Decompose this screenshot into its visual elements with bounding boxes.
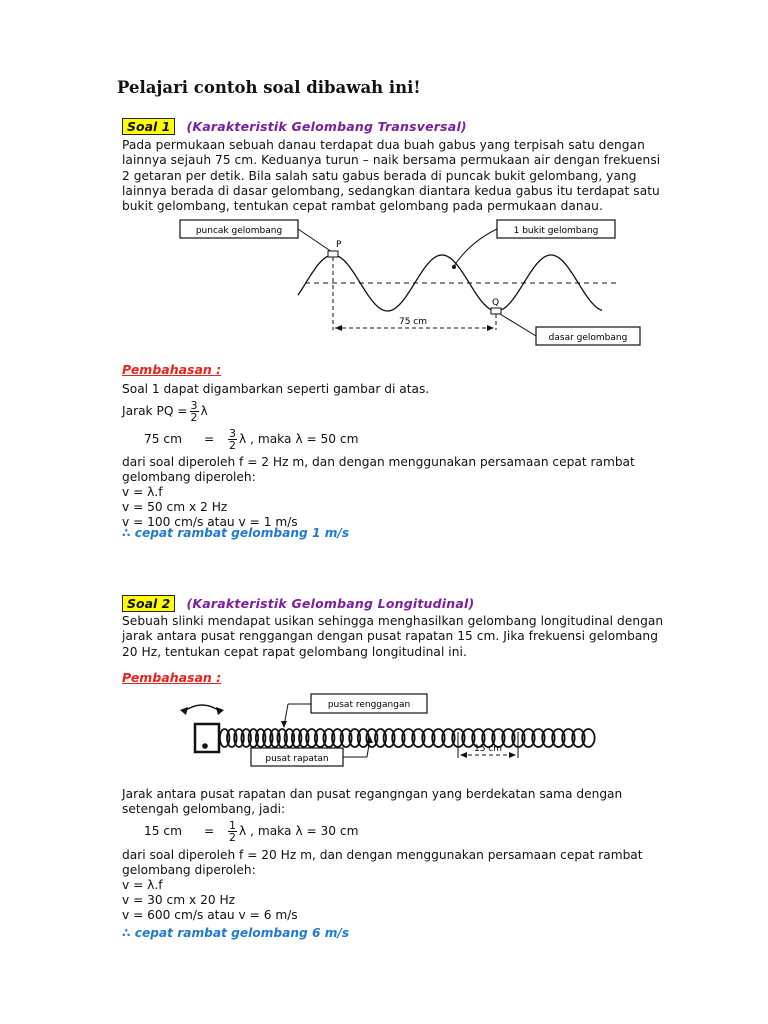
point-q-label: Q: [492, 298, 500, 308]
arrow-left: [335, 325, 342, 331]
cork-q: [491, 308, 501, 314]
fraction-3-2: [190, 400, 199, 423]
soal2-question: [122, 614, 664, 660]
soal2-question-line: jarak antara pusat renggangan dengan pusat rapatan 15 cm. Jika frekuensi gelombang: [122, 629, 658, 644]
soal1-header: [122, 116, 467, 135]
jarak-label: Jarak PQ =: [122, 404, 188, 418]
eq-left: 75 cm: [144, 432, 182, 446]
soal1-line1: Soal 1 dapat digambarkan seperti gambar di atas.: [122, 382, 430, 396]
soal2-work: [122, 848, 643, 923]
soal1-question-line: bukit gelombang, tentukan cepat rambat gelombang pada permukaan danau.: [122, 199, 603, 214]
frac-num: 3: [190, 399, 198, 412]
dim-arrow-right: [509, 752, 516, 758]
calc-line: v = λ.f: [122, 878, 163, 892]
shake-arrow-left: [180, 707, 188, 715]
calc-line: v = 50 cm x 2 Hz: [122, 500, 228, 514]
work-line: dari soal diperoleh f = 2 Hz m, dan dengan menggunakan persamaan cepat rambat: [122, 455, 635, 469]
fraction-3-2: [228, 428, 237, 451]
calc-line: v = 600 cm/s atau v = 6 m/s: [122, 908, 298, 922]
frac-num: 3: [229, 427, 236, 440]
eq-mid: =: [204, 432, 215, 446]
work-line: gelombang diperoleh:: [122, 863, 256, 877]
frac-den: 2: [229, 831, 236, 844]
shake-arrow-arc: [183, 705, 221, 712]
jarak-line: setengah gelombang, jadi:: [122, 802, 286, 816]
eq-mid: =: [204, 824, 215, 838]
label-puncak: puncak gelombang: [195, 226, 283, 236]
work-line: gelombang diperoleh:: [122, 470, 256, 484]
soal1-pembahasan: Pembahasan :: [122, 362, 222, 377]
arrow-renggangan: [281, 721, 287, 728]
eq-rest: λ , maka λ = 50 cm: [239, 432, 359, 446]
soal2-question-line: Sebuah slinki mendapat usikan sehingga menghasilkan gelombang longitudinal dengan: [122, 614, 664, 628]
soal1-question-line: lainnya sejauh 75 cm. Keduanya turun – naik bersama permukaan air dengan frekuensi: [122, 153, 661, 168]
distance-label: 75 cm: [398, 317, 428, 327]
soal1-conclusion: ∴ cepat rambat gelombang 1 m/s: [122, 526, 350, 540]
label-dasar: dasar gelombang: [548, 333, 628, 343]
soal1-question-line: lainnya berada di dasar gelombang, sedangkan diantara kedua gabus itu terdapat satu: [122, 183, 660, 198]
soal1-question: [122, 138, 661, 214]
leader-bukit: [454, 229, 497, 266]
bukit-dot: [452, 265, 456, 269]
arrow-right: [487, 325, 494, 331]
eq-left: 15 cm: [144, 824, 182, 838]
label-renggangan: pusat renggangan: [327, 700, 411, 710]
frac-den: 2: [229, 439, 236, 452]
soal2-tag: Soal 2: [122, 595, 175, 612]
shake-arrow-right: [216, 707, 224, 715]
soal1-equation: [144, 428, 359, 451]
jarak-line: Jarak antara pusat rapatan dan pusat regangngan yang berdekatan sama dengan: [122, 787, 623, 801]
work-line: dari soal diperoleh f = 20 Hz m, dan dengan menggunakan persamaan cepat rambat: [122, 848, 643, 862]
label-bukit: 1 bukit gelombang: [513, 226, 599, 236]
soal2-title: (Karakteristik Gelombang Longitudinal): [186, 596, 475, 611]
soal2-jarak: [122, 787, 622, 817]
frac-num: 1: [229, 819, 236, 832]
slinky-coils: [220, 729, 595, 747]
label-rapatan: pusat rapatan: [265, 754, 329, 764]
point-p-label: P: [336, 240, 342, 250]
soal1-question-line: 2 getaran per detik. Bila salah satu gabus berada di puncak bukit gelombang, yang: [122, 168, 637, 183]
soal1-question-line: Pada permukaan sebuah danau terdapat dua buah gabus yang terpisah satu dengan: [122, 138, 645, 152]
frac-den: 2: [190, 411, 198, 424]
soal2-conclusion: ∴ cepat rambat gelombang 6 m/s: [122, 926, 350, 940]
eq-rest: λ , maka λ = 30 cm: [239, 824, 359, 838]
cork-p: [328, 251, 338, 257]
leader-dasar: [500, 314, 536, 336]
soal1-work: [122, 455, 635, 530]
calc-line: v = λ.f: [122, 485, 163, 499]
soal2-pembahasan: Pembahasan :: [122, 670, 222, 685]
soal2-equation: [144, 820, 359, 843]
soal2-header: [122, 593, 474, 612]
fraction-1-2: [228, 820, 237, 843]
calc-line: v = 30 cm x 20 Hz: [122, 893, 236, 907]
calc-line: v = 100 cm/s atau v = 1 m/s: [122, 515, 298, 529]
transverse-wave-figure: [170, 212, 650, 352]
dim-arrow-left: [460, 752, 467, 758]
lambda: λ: [200, 404, 208, 418]
page-heading: Pelajari contoh soal dibawah ini!: [117, 78, 421, 97]
leader-puncak: [298, 229, 332, 252]
slinky-figure: [175, 688, 635, 770]
soal1-tag: Soal 1: [122, 118, 175, 135]
soal1-title: (Karakteristik Gelombang Transversal): [186, 119, 467, 134]
dim-label: 15 cm: [473, 744, 503, 754]
soal2-question-line: 20 Hz, tentukan cepat rapat gelombang longitudinal ini.: [122, 644, 467, 659]
soal1-jarak: [122, 400, 208, 423]
holder-dot: [202, 743, 208, 749]
